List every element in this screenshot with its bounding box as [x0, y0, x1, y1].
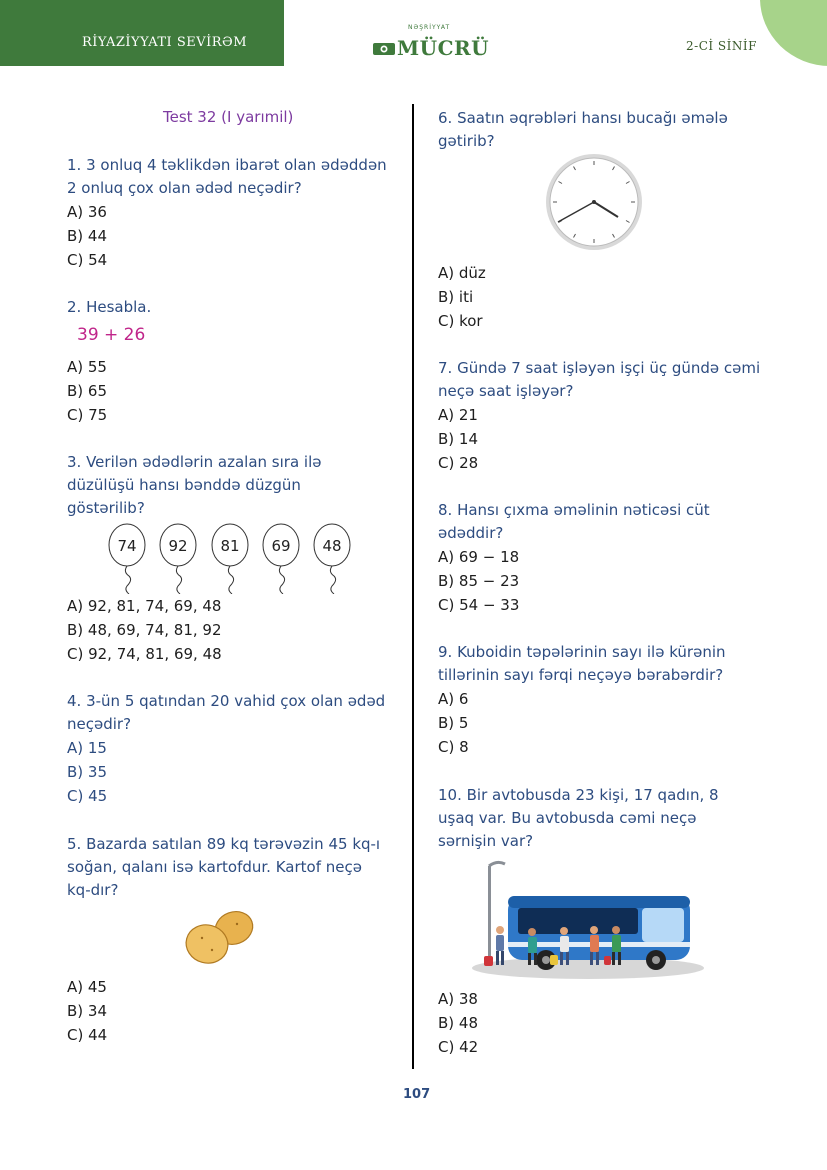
question-text: soğan, qalanı isə kartofdur. Kartof neçə [67, 858, 362, 876]
answer-option[interactable]: A) 36 [67, 203, 107, 221]
book-title: RİYAZİYYATI SEVİRƏM [82, 35, 247, 50]
question-text: tillərinin sayı fərqi neçəyə bərabərdir? [438, 666, 724, 684]
question-10-options [438, 987, 478, 1059]
test-title: Test 32 (I yarımil) [163, 108, 294, 126]
question-text: neçə saat işləyər? [438, 382, 574, 400]
question-text: 6. Saatın əqrəbləri hansı bucağı əmələ [438, 109, 728, 127]
balloon-number: 92 [168, 537, 188, 555]
question-1 [67, 154, 387, 272]
answer-option[interactable]: A) 38 [438, 990, 478, 1008]
publisher-logo-text: MÜCRÜ [397, 36, 490, 60]
question-text: 10. Bir avtobusda 23 kişi, 17 qadın, 8 [438, 786, 719, 804]
question-5 [67, 833, 380, 902]
answer-option[interactable]: C) 45 [67, 787, 108, 805]
answer-option[interactable]: B) 35 [67, 763, 107, 781]
question-3-options [67, 594, 222, 666]
question-4 [67, 690, 385, 808]
answer-option[interactable]: B) 85 − 23 [438, 572, 520, 590]
question-3 [67, 451, 321, 520]
answer-option[interactable]: C) kor [438, 312, 483, 330]
question-text: 2. Hesabla. [67, 298, 152, 316]
answer-option[interactable]: B) 44 [67, 227, 107, 245]
answer-option[interactable]: B) 34 [67, 1002, 107, 1020]
question-5-options [67, 975, 107, 1047]
balloon-icon [109, 524, 145, 594]
question-text: 5. Bazarda satılan 89 kq tərəvəzin 45 kq-ı [67, 835, 381, 853]
question-text: 7. Gündə 7 saat işləyən işçi üç gündə cəmi [438, 359, 761, 377]
question-text: 4. 3-ün 5 qatından 20 vahid çox olan ədəd [67, 692, 386, 710]
answer-option[interactable]: C) 54 − 33 [438, 596, 520, 614]
question-text: neçədir? [67, 715, 132, 733]
question-text: 3. Verilən ədədlərin azalan sıra ilə [67, 453, 322, 471]
answer-option[interactable]: C) 42 [438, 1038, 479, 1056]
answer-option[interactable]: A) düz [438, 264, 486, 282]
answer-option[interactable]: C) 28 [438, 454, 479, 472]
question-text: sərnişin var? [438, 832, 534, 850]
answer-option[interactable]: C) 54 [67, 251, 108, 269]
question-text: uşaq var. Bu avtobusda cəmi neçə [438, 809, 697, 827]
balloon-number: 48 [322, 537, 342, 555]
potato-icon [182, 904, 258, 968]
question-6-options [438, 261, 486, 333]
question-8 [438, 499, 710, 617]
answer-option[interactable]: A) 92, 81, 74, 69, 48 [67, 597, 222, 615]
clock-icon [542, 150, 646, 254]
answer-option[interactable]: A) 55 [67, 358, 107, 376]
balloon-icon [263, 524, 299, 594]
balloon-number: 74 [117, 537, 137, 555]
question-2-options [67, 355, 107, 427]
answer-option[interactable]: A) 15 [67, 739, 107, 757]
balloon-icon [212, 524, 248, 594]
passenger-icon [484, 926, 504, 966]
answer-option[interactable]: C) 92, 74, 81, 69, 48 [67, 645, 222, 663]
answer-option[interactable]: C) 44 [67, 1026, 108, 1044]
answer-option[interactable]: B) 5 [438, 714, 469, 732]
question-text: 1. 3 onluq 4 təklikdən ibarət olan ədəddən [67, 156, 387, 174]
answer-option[interactable]: B) 48 [438, 1014, 478, 1032]
question-text: düzülüşü hansı bənddə düzgün [67, 476, 301, 494]
answer-option[interactable]: B) iti [438, 288, 474, 306]
book-logo-icon [373, 42, 395, 56]
bus-illustration [466, 858, 704, 982]
grade-label: 2-Cİ SİNİF [686, 39, 757, 53]
answer-option[interactable]: A) 6 [438, 690, 469, 708]
question-10 [438, 784, 719, 853]
page-number: 107 [403, 1087, 431, 1102]
answer-option[interactable]: B) 14 [438, 430, 478, 448]
question-text: 8. Hansı çıxma əməlinin nəticəsi cüt [438, 501, 710, 519]
question-text: ədəddir? [438, 524, 504, 542]
publisher-logo [373, 28, 489, 58]
balloon-number: 69 [271, 537, 291, 555]
question-6 [438, 107, 728, 153]
question-2 [67, 296, 151, 319]
question-7 [438, 357, 760, 475]
column-divider [412, 104, 414, 1069]
answer-option[interactable]: B) 65 [67, 382, 107, 400]
balloon-icon [314, 524, 350, 594]
question-text: kq-dır? [67, 881, 119, 899]
header-band [0, 0, 284, 66]
question-text: gətirib? [438, 132, 495, 150]
question-text: 9. Kuboidin təpələrinin sayı ilə kürənin [438, 643, 726, 661]
expression: 39 + 26 [77, 325, 146, 345]
publisher-subtitle: NƏŞRİYYAT [408, 24, 451, 31]
balloons-illustration [100, 518, 360, 594]
answer-option[interactable]: A) 45 [67, 978, 107, 996]
answer-option[interactable]: C) 8 [438, 738, 469, 756]
question-text: göstərilib? [67, 499, 145, 517]
answer-option[interactable]: A) 21 [438, 406, 478, 424]
answer-option[interactable]: C) 75 [67, 406, 108, 424]
balloon-number: 81 [220, 537, 240, 555]
question-9 [438, 641, 726, 759]
corner-decoration [760, 0, 827, 66]
answer-option[interactable]: A) 69 − 18 [438, 548, 520, 566]
answer-option[interactable]: B) 48, 69, 74, 81, 92 [67, 621, 222, 639]
question-text: 2 onluq çox olan ədəd neçədir? [67, 179, 302, 197]
balloon-icon [160, 524, 196, 594]
